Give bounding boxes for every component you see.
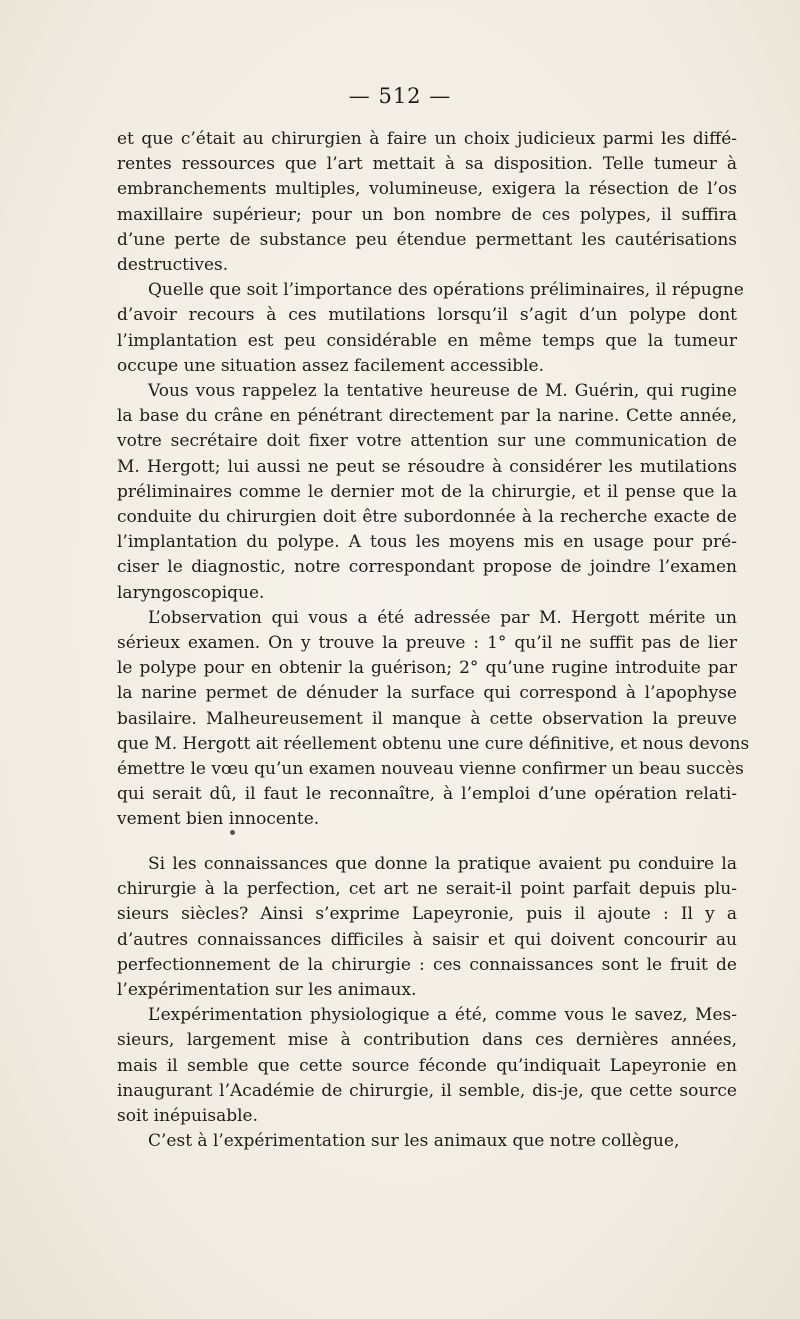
text-line: l’expérimentation sur les animaux. [117,980,417,1001]
text-line: préliminaires comme le dernier mot de la chirurgie, et il pense que la [117,481,737,502]
paragraph [117,379,737,606]
text-line: d’une perte de substance peu étendue permettant les cautérisations [117,229,737,250]
text-line: destructives. [117,255,229,276]
text-line: sieurs, largement mise à contribution dans ces dernières années, [117,1030,737,1051]
text-line: votre secrétaire doit fixer votre attention sur une communication de [117,431,737,452]
text-line: le polype pour en obtenir la guérison; 2° qu’une rugine introduite par [117,658,737,679]
text-line: chirurgie à la perfection, cet art ne serait-il point parfait depuis plu- [117,879,737,900]
text-line: la base du crâne en pénétrant directement par la narine. Cette année, [117,406,737,427]
text-line: Si les connaissances que donne la pratique avaient pu conduire la [148,854,737,874]
text-line: l’implantation est peu considérable en même temps que la tumeur [117,330,737,351]
text-line: M. Hergott; lui aussi ne peut se résoudre à considérer les mutilations [117,456,737,477]
text-line: mais il semble que cette source féconde qu’indiquait Lapeyronie en [117,1055,737,1076]
text-line: soit inépuisable. [117,1106,258,1127]
paragraph [117,606,750,833]
text-line: Quelle que soit l’importance des opérations préliminaires, il répugne [148,280,744,301]
text-line: perfectionnement de la chirurgie : ces connaissances sont le fruit de [117,954,737,975]
text-line: l’implantation du polype. A tous les moyens mis en usage pour pré- [117,532,737,553]
text-line: la narine permet de dénuder la surface qui correspond à l’apophyse [117,683,737,704]
text-line: C’est à l’expérimentation sur les animaux que notre collègue, [148,1131,680,1152]
paragraph [117,1129,737,1154]
text-line: L’expérimentation physiologique a été, comme vous le savez, Mes- [148,1005,737,1026]
text-line: occupe une situation assez facilement accessible. [117,355,545,376]
text-line: Vous vous rappelez la tentative heureuse de M. Guérin, qui rugine [148,381,737,402]
page-number: — 512 — [348,84,452,108]
text-line: maxillaire supérieur; pour un bon nombre de ces polypes, il suffira [117,204,737,225]
paragraph [117,852,737,1003]
text-line: et que c’était au chirurgien à faire un choix judicieux parmi les diffé- [117,129,737,149]
text-line: sieurs siècles? Ainsi s’exprime Lapeyronie, puis il ajoute : Il y a [117,904,737,925]
text-line: émettre le vœu qu’un examen nouveau vienne confirmer un beau succès [117,759,744,780]
text-line: d’avoir recours à ces mutilations lorsqu’il s’agit d’un polype dont [117,305,737,326]
text-block-lower [117,852,737,1154]
ink-dot [230,830,235,835]
text-block-upper [117,127,750,833]
text-line: vement bien innocente. [117,809,320,830]
text-line: basilaire. Malheureusement il manque à cette observation la preuve [117,708,737,729]
text-line: inaugurant l’Académie de chirurgie, il semble, dis-je, que cette source [117,1080,737,1101]
text-line: sérieux examen. On y trouve la preuve : 1° qu’il ne suffit pas de lier [117,633,737,654]
text-line: L’observation qui vous a été adressée par M. Hergott mérite un [148,607,737,628]
text-line: que M. Hergott ait réellement obtenu une cure définitive, et nous devons [117,733,750,754]
paragraph [117,278,744,379]
text-line: ciser le diagnostic, notre correspondant propose de joindre l’examen [117,557,737,578]
paragraph [117,1003,737,1129]
text-line: conduite du chirurgien doit être subordonnée à la recherche exacte de [117,507,737,528]
text-line: qui serait dû, il faut le reconnaître, à l’emploi d’une opération relati- [117,784,737,805]
paragraph [117,127,737,278]
text-line: d’autres connaissances difficiles à saisir et qui doivent concourir au [117,929,737,950]
text-line: rentes ressources que l’art mettait à sa disposition. Telle tumeur à [117,154,737,175]
text-line: laryngoscopique. [117,582,265,603]
text-line: embranchements multiples, volumineuse, exigera la résection de l’os [117,179,737,200]
